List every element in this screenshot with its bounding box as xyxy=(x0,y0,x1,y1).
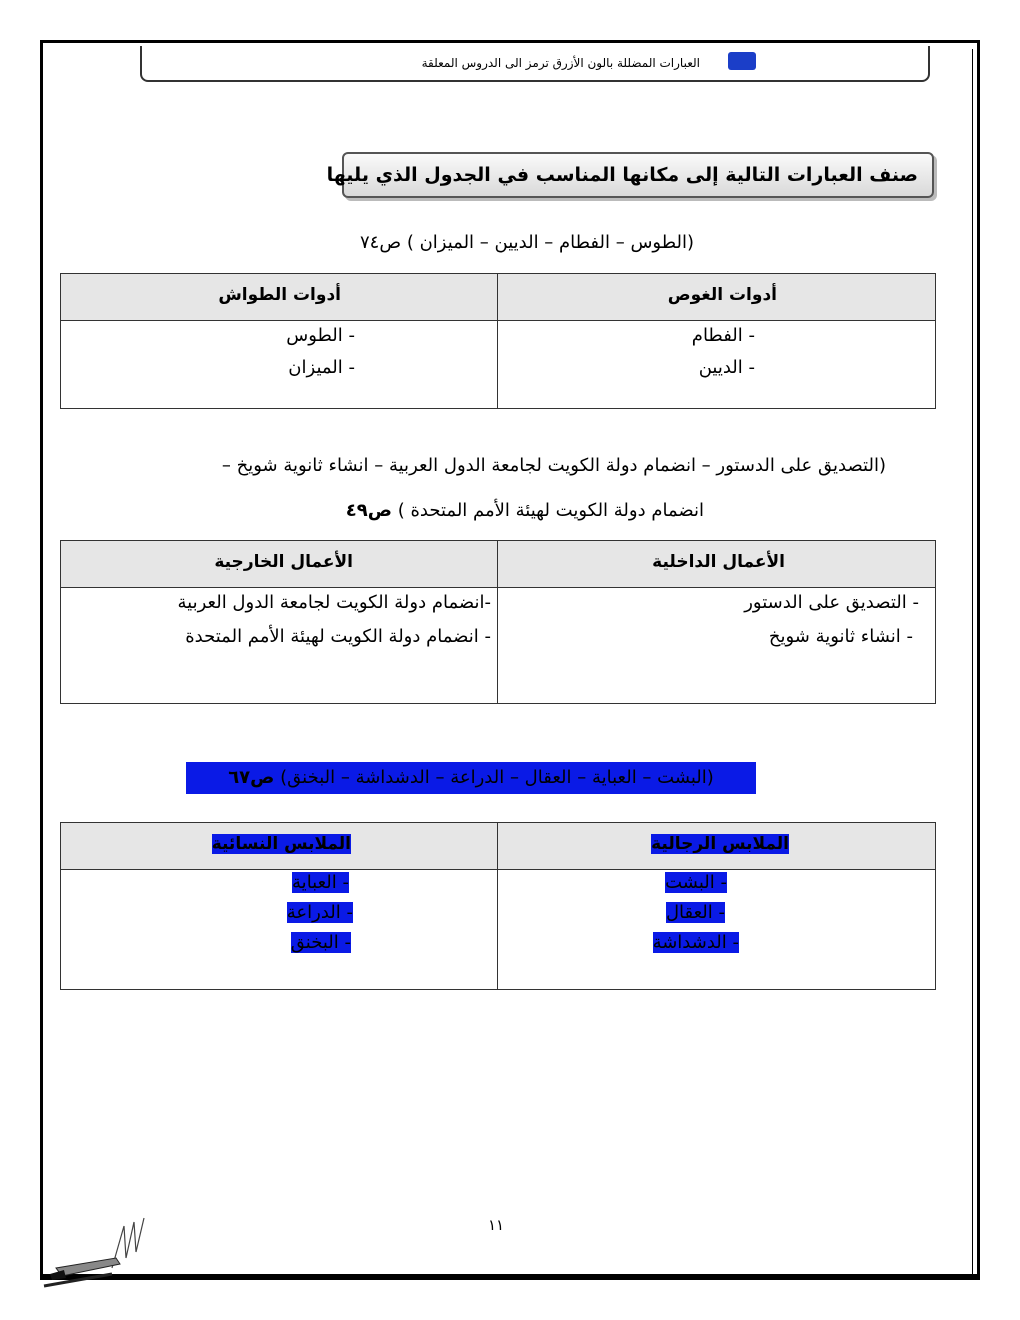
instruction-title-box xyxy=(326,152,934,198)
table-3-left-item: - البخنق xyxy=(290,932,351,953)
section2-page-ref: ص٤٩ xyxy=(345,500,392,521)
table-3-right-item: - الدشداشة xyxy=(652,932,739,953)
table-3-left-item: - الدراعة xyxy=(286,902,353,923)
frame-inner-line xyxy=(972,49,973,1274)
instruction-title: صنف العبارات التالية إلى مكانها المناسب في الجدول الذي يليها xyxy=(326,164,918,186)
section2-words-line1: (التصديق على الدستور – انضمام دولة الكويت لجامعة الدول العربية – انشاء ثانوية شويخ – xyxy=(221,455,886,476)
table-2-right-header: الأعمال الداخلية xyxy=(652,552,785,572)
section2-words-text: انضمام دولة الكويت لهيئة الأمم المتحدة ) xyxy=(397,500,704,521)
table-1-left-item: - الميزان xyxy=(288,357,355,378)
table-1-left-header: أدوات الطواش xyxy=(61,274,498,320)
section1-words: (الطوس – الفطام – الديين – الميزان ) ص٧٤ xyxy=(360,232,694,253)
table-2-right-item: - التصديق على الدستور xyxy=(744,592,919,613)
section3-words-text: (البشت – العباية – العقال – الدراعة – الدشداشة – البخنق) xyxy=(280,767,714,788)
table-3-right-item: - العقال xyxy=(665,902,725,923)
table-2-left-item: -انضمام دولة الكويت لجامعة الدول العربية xyxy=(177,592,491,613)
table-1-right-item: - الفطام xyxy=(691,325,755,346)
section3-words xyxy=(186,762,756,794)
table-1-right-header: أدوات الغوص xyxy=(667,285,777,305)
table-3 xyxy=(60,822,936,990)
table-2-left-item: - انضمام دولة الكويت لهيئة الأمم المتحدة xyxy=(185,626,491,647)
section3-page-ref: ص٦٧ xyxy=(228,767,275,788)
table-2-left-header: الأعمال الخارجية xyxy=(61,541,498,587)
table-3-right-item: - البشت xyxy=(665,872,727,893)
table-3-left-header: الملابس النسائية xyxy=(61,823,498,869)
table-3-left-item: - العباية xyxy=(292,872,349,893)
table-1-left-item: - الطوس xyxy=(286,325,355,346)
table-2 xyxy=(60,540,936,704)
header-box xyxy=(140,46,930,82)
table-1 xyxy=(60,273,936,409)
header-note: العبارات المضللة بالون الأزرق ترمز الى الدروس المعلقة xyxy=(421,56,700,70)
table-3-right-header: الملابس الرجالية xyxy=(651,834,789,854)
table-1-right-item: - الديين xyxy=(698,357,755,378)
legend-swatch xyxy=(728,52,756,70)
table-2-right-item: - انشاء ثانوية شويخ xyxy=(768,626,913,647)
pen-signature-icon xyxy=(42,1208,152,1288)
section2-words-line2 xyxy=(346,500,704,521)
page-number: ١١ xyxy=(488,1216,505,1234)
